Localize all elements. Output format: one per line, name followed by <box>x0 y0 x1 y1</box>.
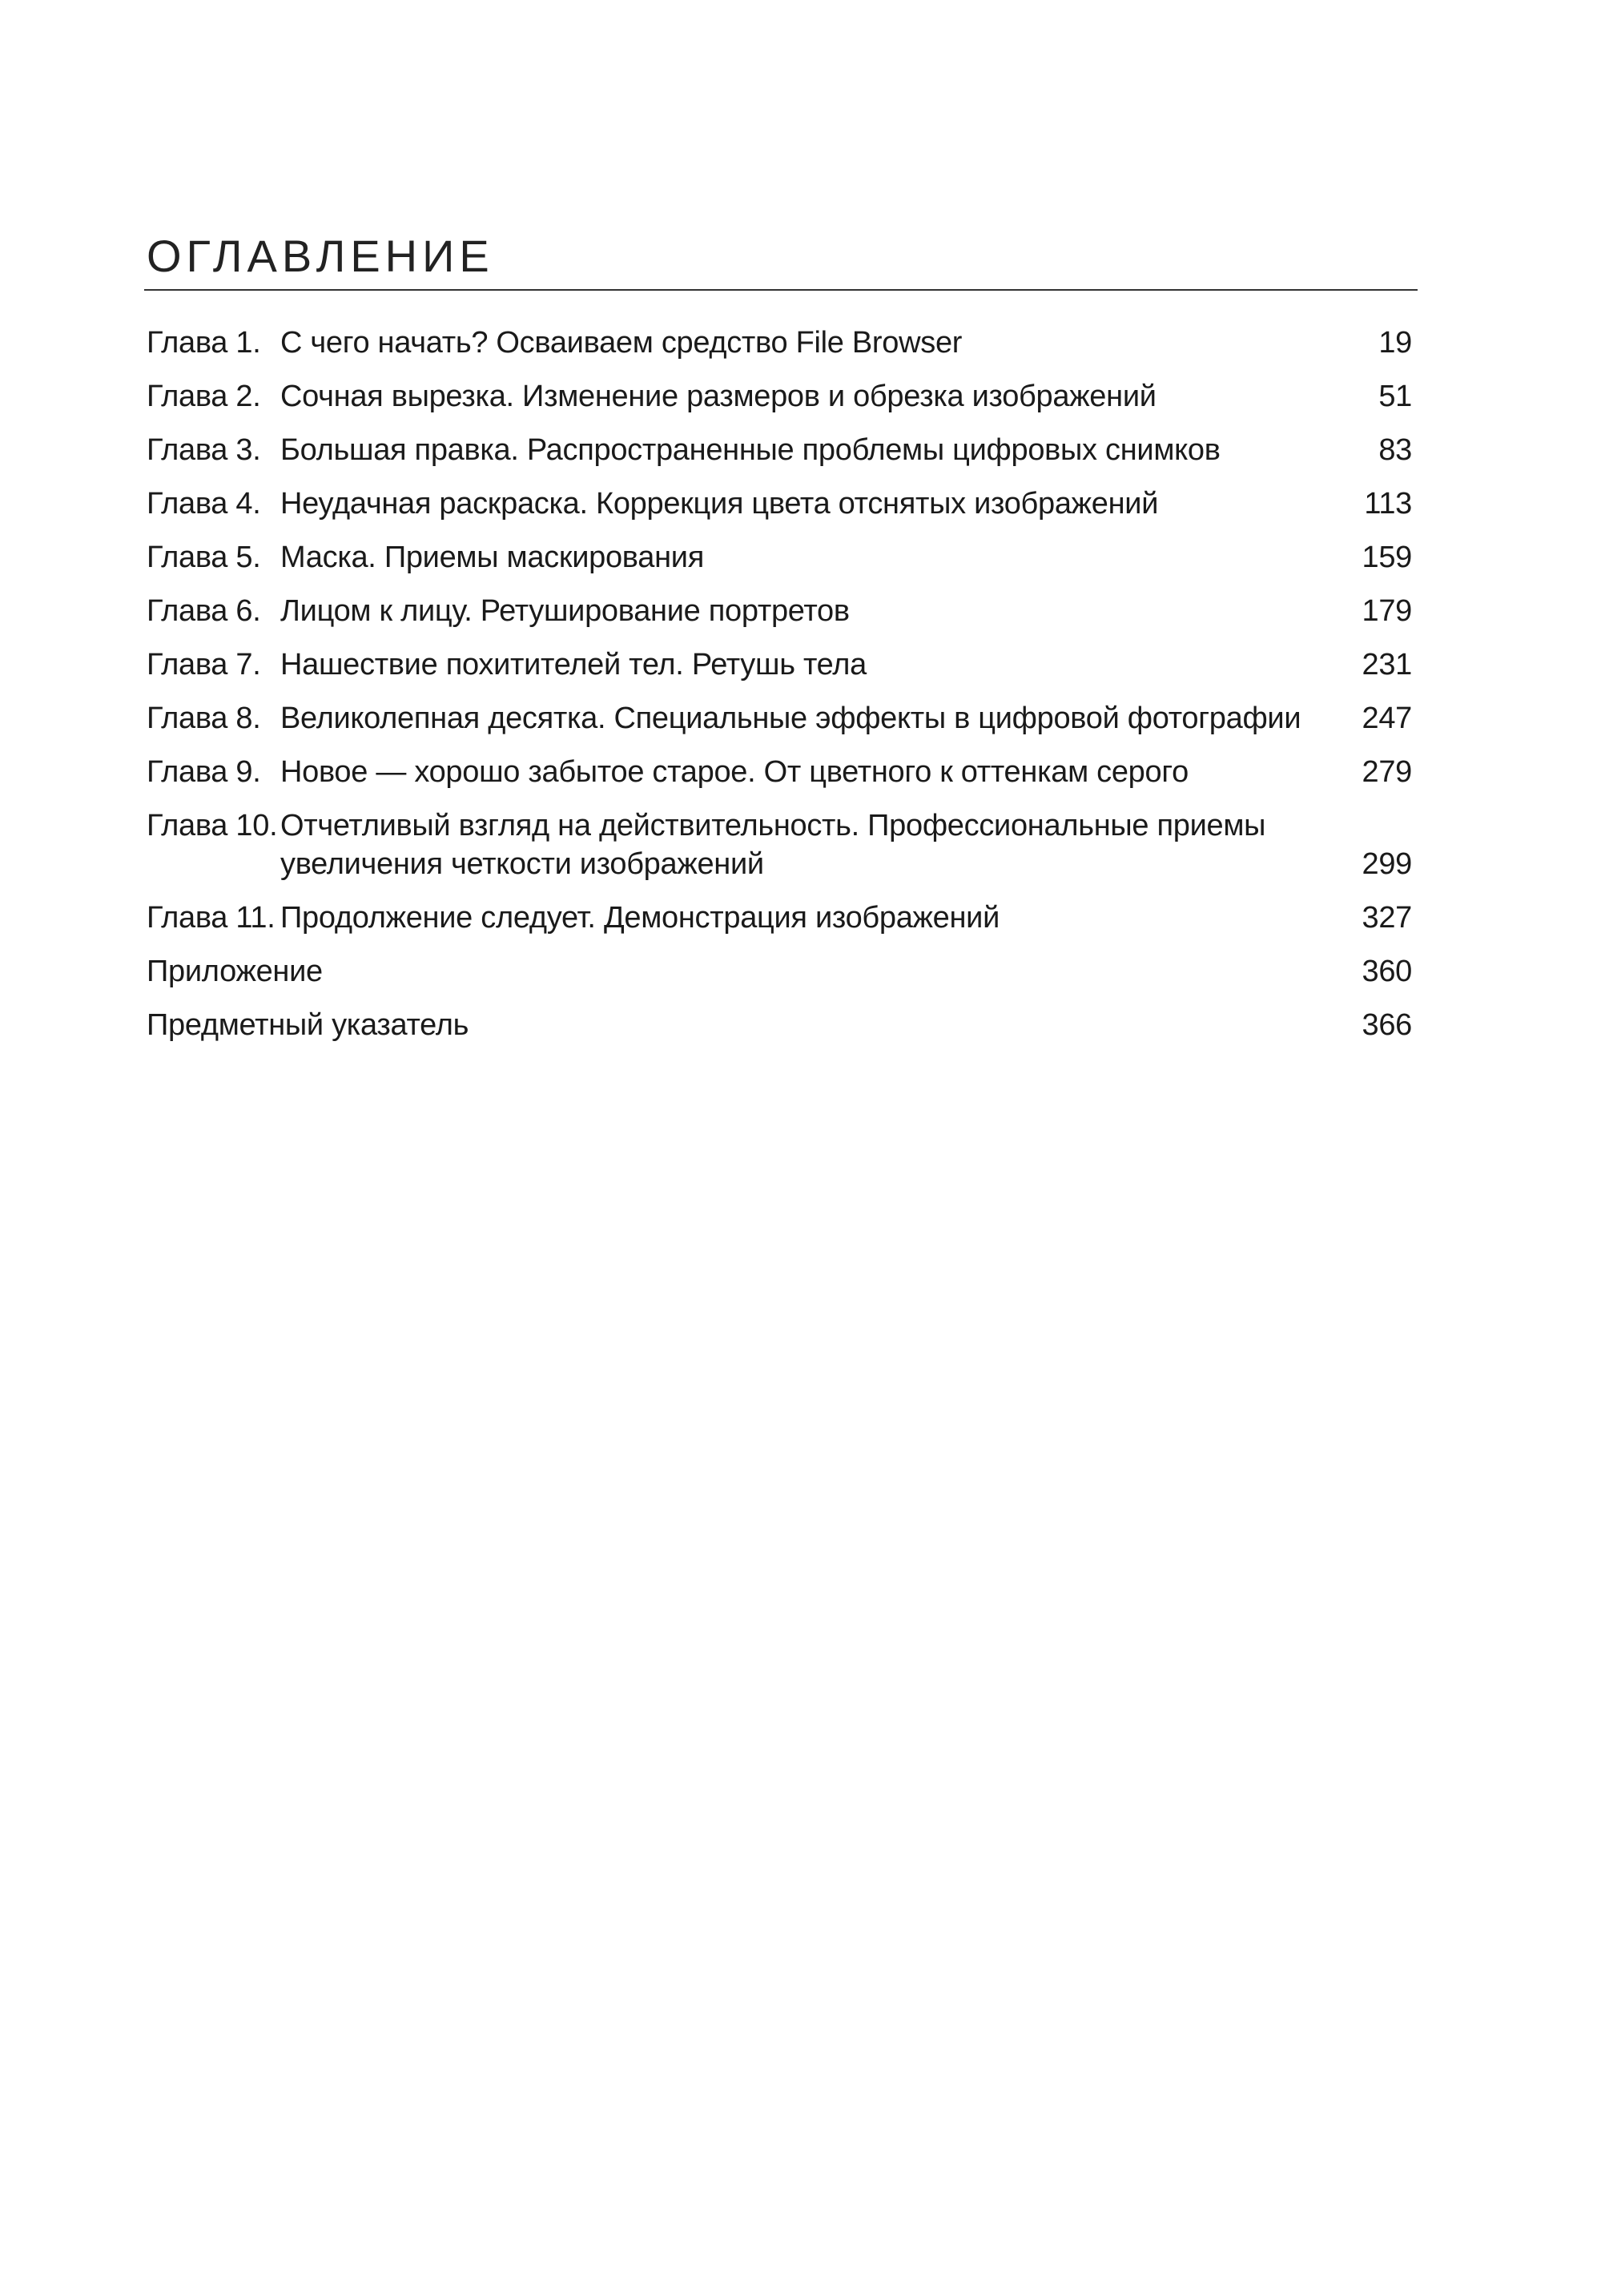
toc-entry-title: Предметный указатель <box>147 1008 469 1042</box>
toc-entry-page: 51 <box>1378 380 1412 413</box>
toc-entry-chapter-2[interactable] <box>147 377 1412 416</box>
toc-entry-label: Глава 4. <box>147 487 261 521</box>
toc-entry-title: Неудачная раскраска. Коррекция цвета отснятых изображений <box>280 487 1159 521</box>
toc-entry-chapter-1[interactable] <box>147 324 1412 362</box>
table-of-contents <box>147 324 1412 1060</box>
toc-entry-page: 83 <box>1378 433 1412 467</box>
toc-entry-page: 19 <box>1378 326 1412 360</box>
toc-entry-label: Глава 5. <box>147 541 261 574</box>
toc-entry-appendix[interactable] <box>147 952 1412 991</box>
toc-entry-label: Глава 2. <box>147 380 261 413</box>
toc-entry-chapter-11[interactable] <box>147 899 1412 937</box>
toc-entry-chapter-7[interactable] <box>147 645 1412 684</box>
toc-entry-title: Сочная вырезка. Изменение размеров и обрезка изображений <box>280 380 1156 413</box>
toc-entry-title: Маска. Приемы маскирования <box>280 541 704 574</box>
toc-entry-title-line-1: Отчетливый взгляд на действительность. Профессиональные приемы <box>280 809 1266 842</box>
toc-entry-page: 279 <box>1362 755 1412 789</box>
toc-entry-label: Глава 10. <box>147 809 278 842</box>
toc-entry-page: 366 <box>1362 1008 1412 1042</box>
toc-entry-title: Лицом к лицу. Ретуширование портретов <box>280 594 850 628</box>
toc-entry-label: Глава 11. <box>147 901 276 935</box>
toc-entry-page: 299 <box>1362 847 1412 881</box>
toc-entry-title: Великолепная десятка. Специальные эффекты в цифровой фотографии <box>280 702 1301 735</box>
toc-entry-label: Глава 3. <box>147 433 261 467</box>
toc-entry-title: С чего начать? Осваиваем средство File Browser <box>280 326 963 360</box>
toc-entry-page: 113 <box>1364 487 1412 521</box>
toc-entry-title: Новое — хорошо забытое старое. От цветного к оттенкам серого <box>280 755 1189 789</box>
toc-entry-page: 159 <box>1362 541 1412 574</box>
toc-entry-index[interactable] <box>147 1006 1412 1044</box>
toc-entry-chapter-9[interactable] <box>147 753 1412 791</box>
toc-entry-title: Приложение <box>147 955 323 988</box>
toc-entry-page: 360 <box>1362 955 1412 988</box>
toc-entry-page: 231 <box>1362 648 1412 682</box>
toc-entry-chapter-8[interactable] <box>147 699 1412 738</box>
toc-entry-title <box>280 806 1340 883</box>
toc-entry-label: Глава 6. <box>147 594 261 628</box>
toc-entry-title: Продолжение следует. Демонстрация изображений <box>280 901 1000 935</box>
title-divider <box>144 289 1418 291</box>
page-title: ОГЛАВЛЕНИЕ <box>147 231 494 281</box>
toc-entry-label: Глава 1. <box>147 326 261 360</box>
toc-entry-chapter-10[interactable] <box>147 806 1412 883</box>
toc-entry-title: Большая правка. Распространенные проблемы цифровых снимков <box>280 433 1221 467</box>
toc-entry-page: 327 <box>1362 901 1412 935</box>
toc-entry-chapter-5[interactable] <box>147 538 1412 577</box>
toc-entry-page: 247 <box>1362 702 1412 735</box>
toc-entry-chapter-3[interactable] <box>147 431 1412 469</box>
toc-entry-label: Глава 8. <box>147 702 261 735</box>
toc-entry-title-line-2: увеличения четкости изображений <box>280 847 764 881</box>
toc-entry-page: 179 <box>1362 594 1412 628</box>
toc-entry-label: Глава 9. <box>147 755 261 789</box>
toc-entry-title: Нашествие похитителей тел. Ретушь тела <box>280 648 867 682</box>
toc-entry-chapter-4[interactable] <box>147 485 1412 523</box>
toc-entry-chapter-6[interactable] <box>147 592 1412 630</box>
toc-entry-label: Глава 7. <box>147 648 261 682</box>
